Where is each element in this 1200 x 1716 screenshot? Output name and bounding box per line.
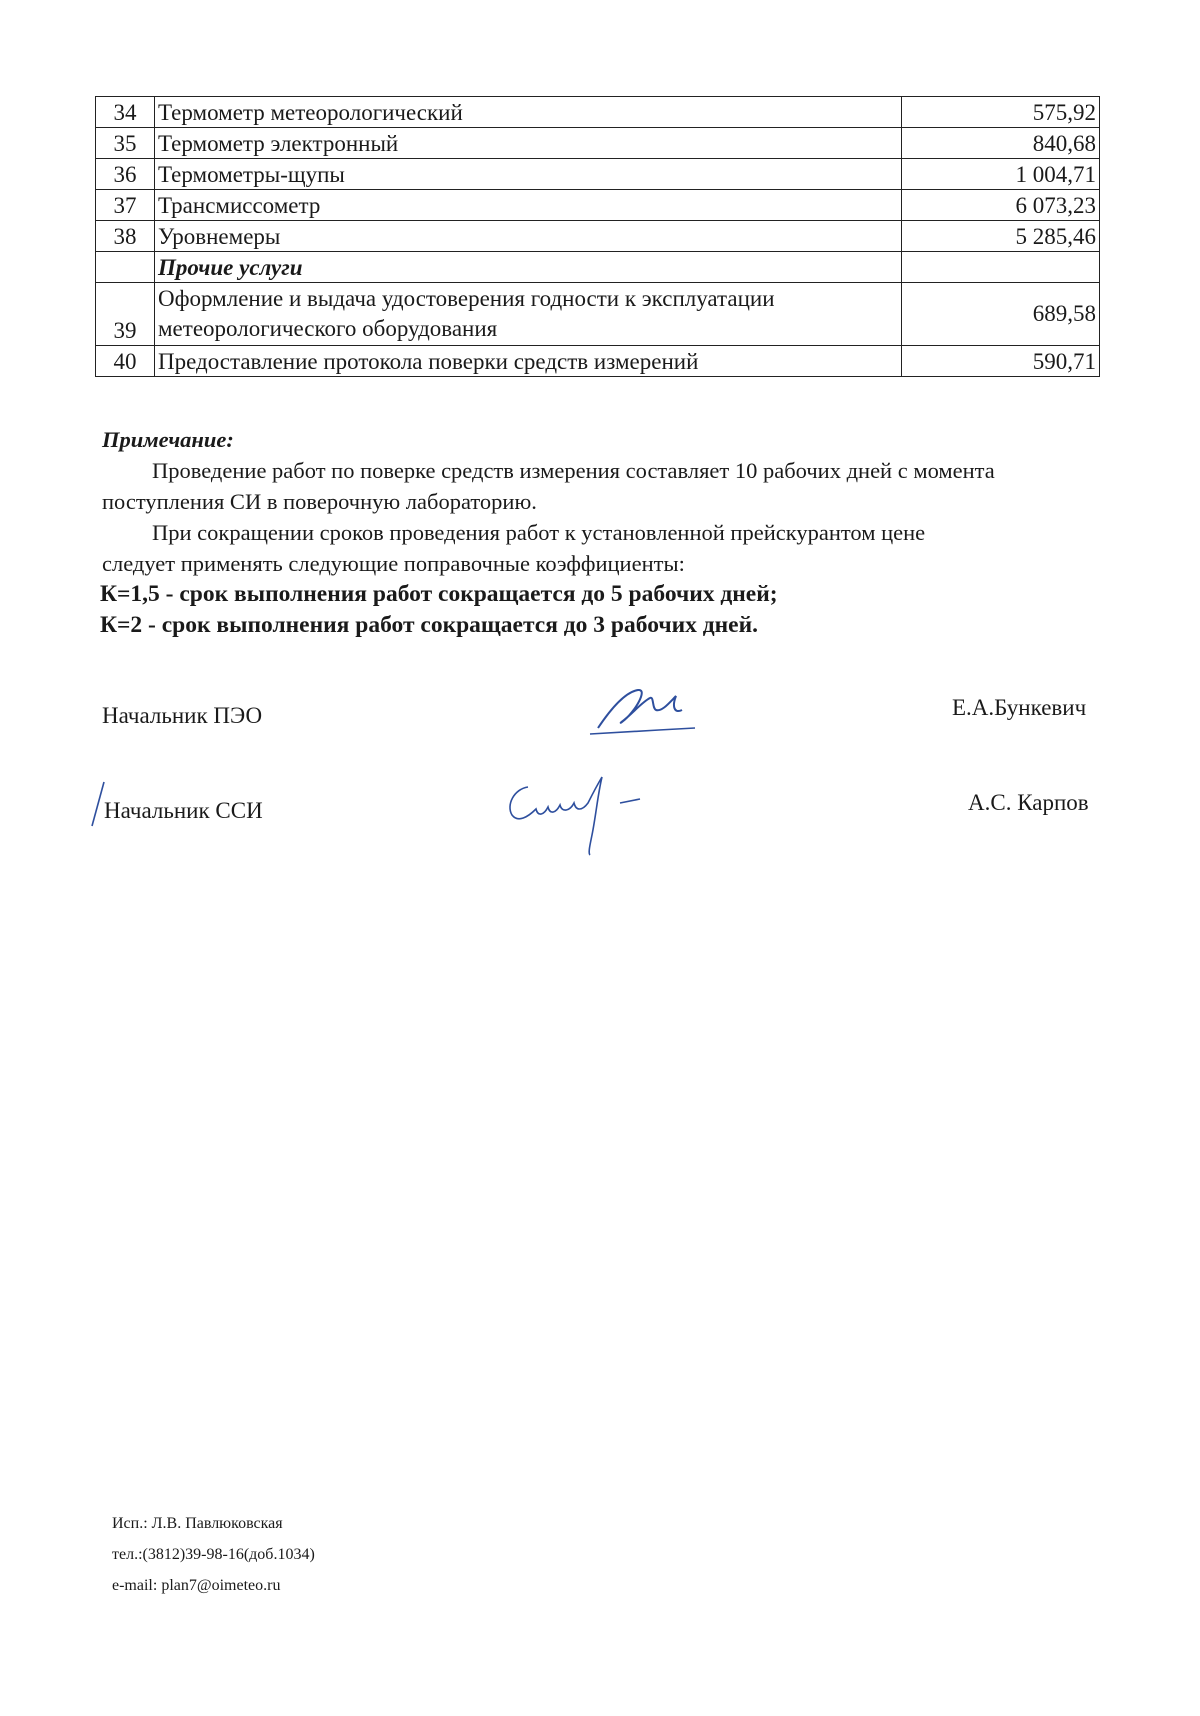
note-text-line: поступления СИ в поверочную лабораторию. (102, 489, 537, 514)
row-name-line: Оформление и выдача удостоверения годности к эксплуатации (158, 286, 775, 311)
note-text-line: следует применять следующие поправочные коэффициенты: (102, 551, 685, 576)
row-price: 689,58 (902, 283, 1100, 346)
section-title: Прочие услуги (155, 252, 902, 283)
row-name: Уровнемеры (155, 221, 902, 252)
row-price: 5 285,46 (902, 221, 1100, 252)
row-number: 37 (96, 190, 155, 221)
row-number: 36 (96, 159, 155, 190)
row-number: 35 (96, 128, 155, 159)
row-name: Трансмиссометр (155, 190, 902, 221)
signature-position: Начальник ССИ (104, 798, 263, 823)
signature-name: Е.А.Бункевич (952, 695, 1087, 720)
row-name: Предоставление протокола поверки средств измерений (155, 346, 902, 377)
row-price: 840,68 (902, 128, 1100, 159)
executor-block (112, 1508, 315, 1601)
row-price (902, 252, 1100, 283)
row-name: Термометр метеорологический (155, 97, 902, 128)
table-row (96, 346, 1100, 377)
row-number: 40 (96, 346, 155, 377)
table-row (96, 190, 1100, 221)
row-price: 590,71 (902, 346, 1100, 377)
row-number: 38 (96, 221, 155, 252)
note-text-line: Проведение работ по поверке средств измерения составляет 10 рабочих дней с момента (152, 458, 995, 483)
signature-mark (500, 765, 660, 860)
signature-name: А.С. Карпов (968, 790, 1089, 815)
note-block (102, 424, 1102, 641)
row-price: 6 073,23 (902, 190, 1100, 221)
note-text-line: При сокращении сроков проведения работ к установленной прейскурантом цене (152, 520, 926, 545)
row-number (96, 252, 155, 283)
table-row (96, 97, 1100, 128)
row-name: Термометр электронный (155, 128, 902, 159)
table-row (96, 128, 1100, 159)
note-title: Примечание: (102, 427, 234, 452)
executor-email: e-mail: plan7@oimeteo.ru (112, 1577, 281, 1594)
row-name (155, 283, 902, 346)
table-row (96, 159, 1100, 190)
row-price: 575,92 (902, 97, 1100, 128)
signature-mark (580, 680, 700, 740)
row-name-line: метеорологического оборудования (158, 316, 498, 341)
coefficient-line: К=1,5 - срок выполнения работ сокращается до 5 рабочих дней; (100, 581, 778, 607)
row-name: Термометры-щупы (155, 159, 902, 190)
row-price: 1 004,71 (902, 159, 1100, 190)
price-table (95, 96, 1100, 377)
row-number: 34 (96, 97, 155, 128)
row-number: 39 (96, 283, 155, 346)
table-row (96, 283, 1100, 346)
section-row (96, 252, 1100, 283)
coefficient-line: К=2 - срок выполнения работ сокращается до 3 рабочих дней. (100, 612, 759, 638)
executor-name: Исп.: Л.В. Павлюковская (112, 1515, 283, 1532)
signature-position: Начальник ПЭО (102, 703, 263, 728)
executor-phone: тел.:(3812)39-98-16(доб.1034) (112, 1546, 315, 1563)
table-row (96, 221, 1100, 252)
